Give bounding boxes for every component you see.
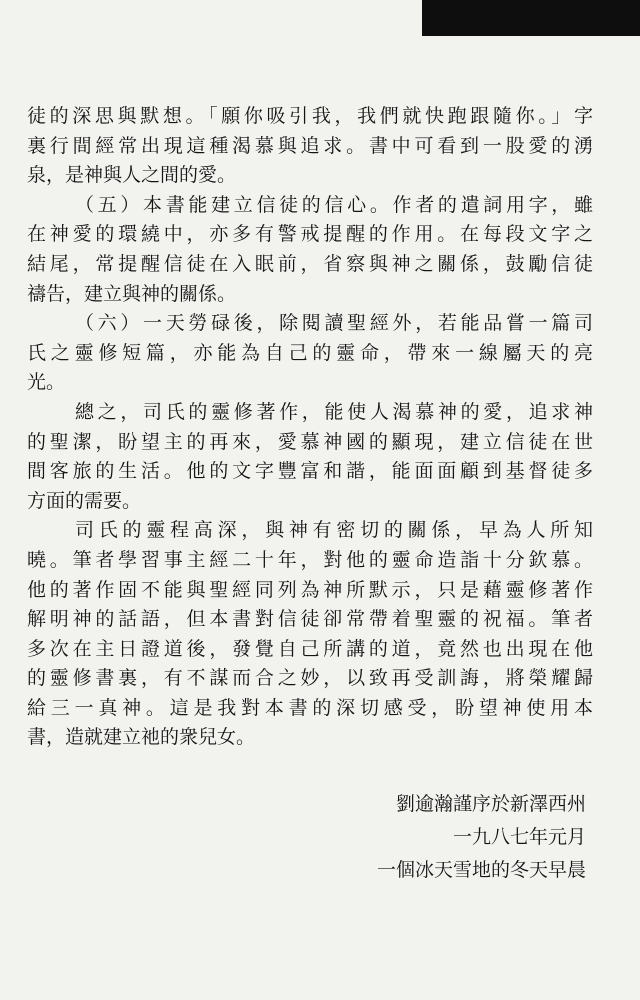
- text-line: 徒的深思與默想。「願你吸引我，我們就快跑跟隨你。」字: [27, 105, 593, 127]
- text-line: 結尾，常提醒信徒在入眠前，省察與神之關係，鼓勵信徒: [27, 252, 593, 275]
- text-line: 解明神的話語，但本書對信徒卻常帶着聖靈的祝福。筆者: [27, 608, 593, 631]
- text-line: 多次在主日證道後，發覺自己所講的道，竟然也出現在他: [27, 637, 593, 660]
- signature-date: 一九八七年元月: [452, 826, 586, 849]
- text-line: 書，造就建立祂的衆兒女。: [27, 726, 256, 749]
- text-line: 裏行間經常出現這種渴慕與追求。書中可看到一股愛的湧: [27, 134, 593, 157]
- page-corner-tab: [422, 0, 640, 36]
- text-line: 他的著作固不能與聖經同列為神所默示，只是藉靈修著作: [27, 578, 593, 601]
- text-line: 總之，司氏的靈修著作，能使人渴慕神的愛，追求神: [75, 400, 593, 423]
- signature-note: 一個冰天雪地的冬天早晨: [376, 859, 586, 882]
- text-line: 方面的需要。: [27, 489, 142, 512]
- preface-text: [27, 102, 593, 887]
- text-line: 的靈修書裏，有不謀而合之妙，以致再受訓誨，將榮耀歸: [27, 667, 593, 690]
- text-line: 間客旅的生活。他的文字豐富和諧，能面面顧到基督徒多: [27, 460, 593, 483]
- text-line: （五）本書能建立信徒的信心。作者的遣詞用字，雖: [75, 193, 593, 216]
- text-line: 司氏的靈程高深，與神有密切的關係，早為人所知: [75, 519, 593, 542]
- text-line: 氏之靈修短篇，亦能為自己的靈命，帶來一線屬天的亮: [27, 341, 593, 364]
- text-line: 的聖潔，盼望主的再來，愛慕神國的顯現，建立信徒在世: [27, 430, 593, 453]
- text-line: 禱告，建立與神的關係。: [27, 282, 237, 305]
- text-line: 泉，是神與人之間的愛。: [27, 164, 237, 187]
- text-line: 在神愛的環繞中，亦多有警戒提醒的作用。在每段文字之: [27, 223, 593, 246]
- signature-author: 劉逾瀚謹序於新澤西州: [395, 793, 586, 816]
- text-line: 給三一真神。這是我對本書的深切感受，盼望神使用本: [27, 696, 593, 719]
- text-line: （六）一天勞碌後，除閱讀聖經外，若能品嘗一篇司: [75, 312, 593, 335]
- text-line: 曉。筆者學習事主經二十年，對他的靈命造詣十分欽慕。: [27, 548, 593, 571]
- text-line: 光。: [27, 371, 66, 394]
